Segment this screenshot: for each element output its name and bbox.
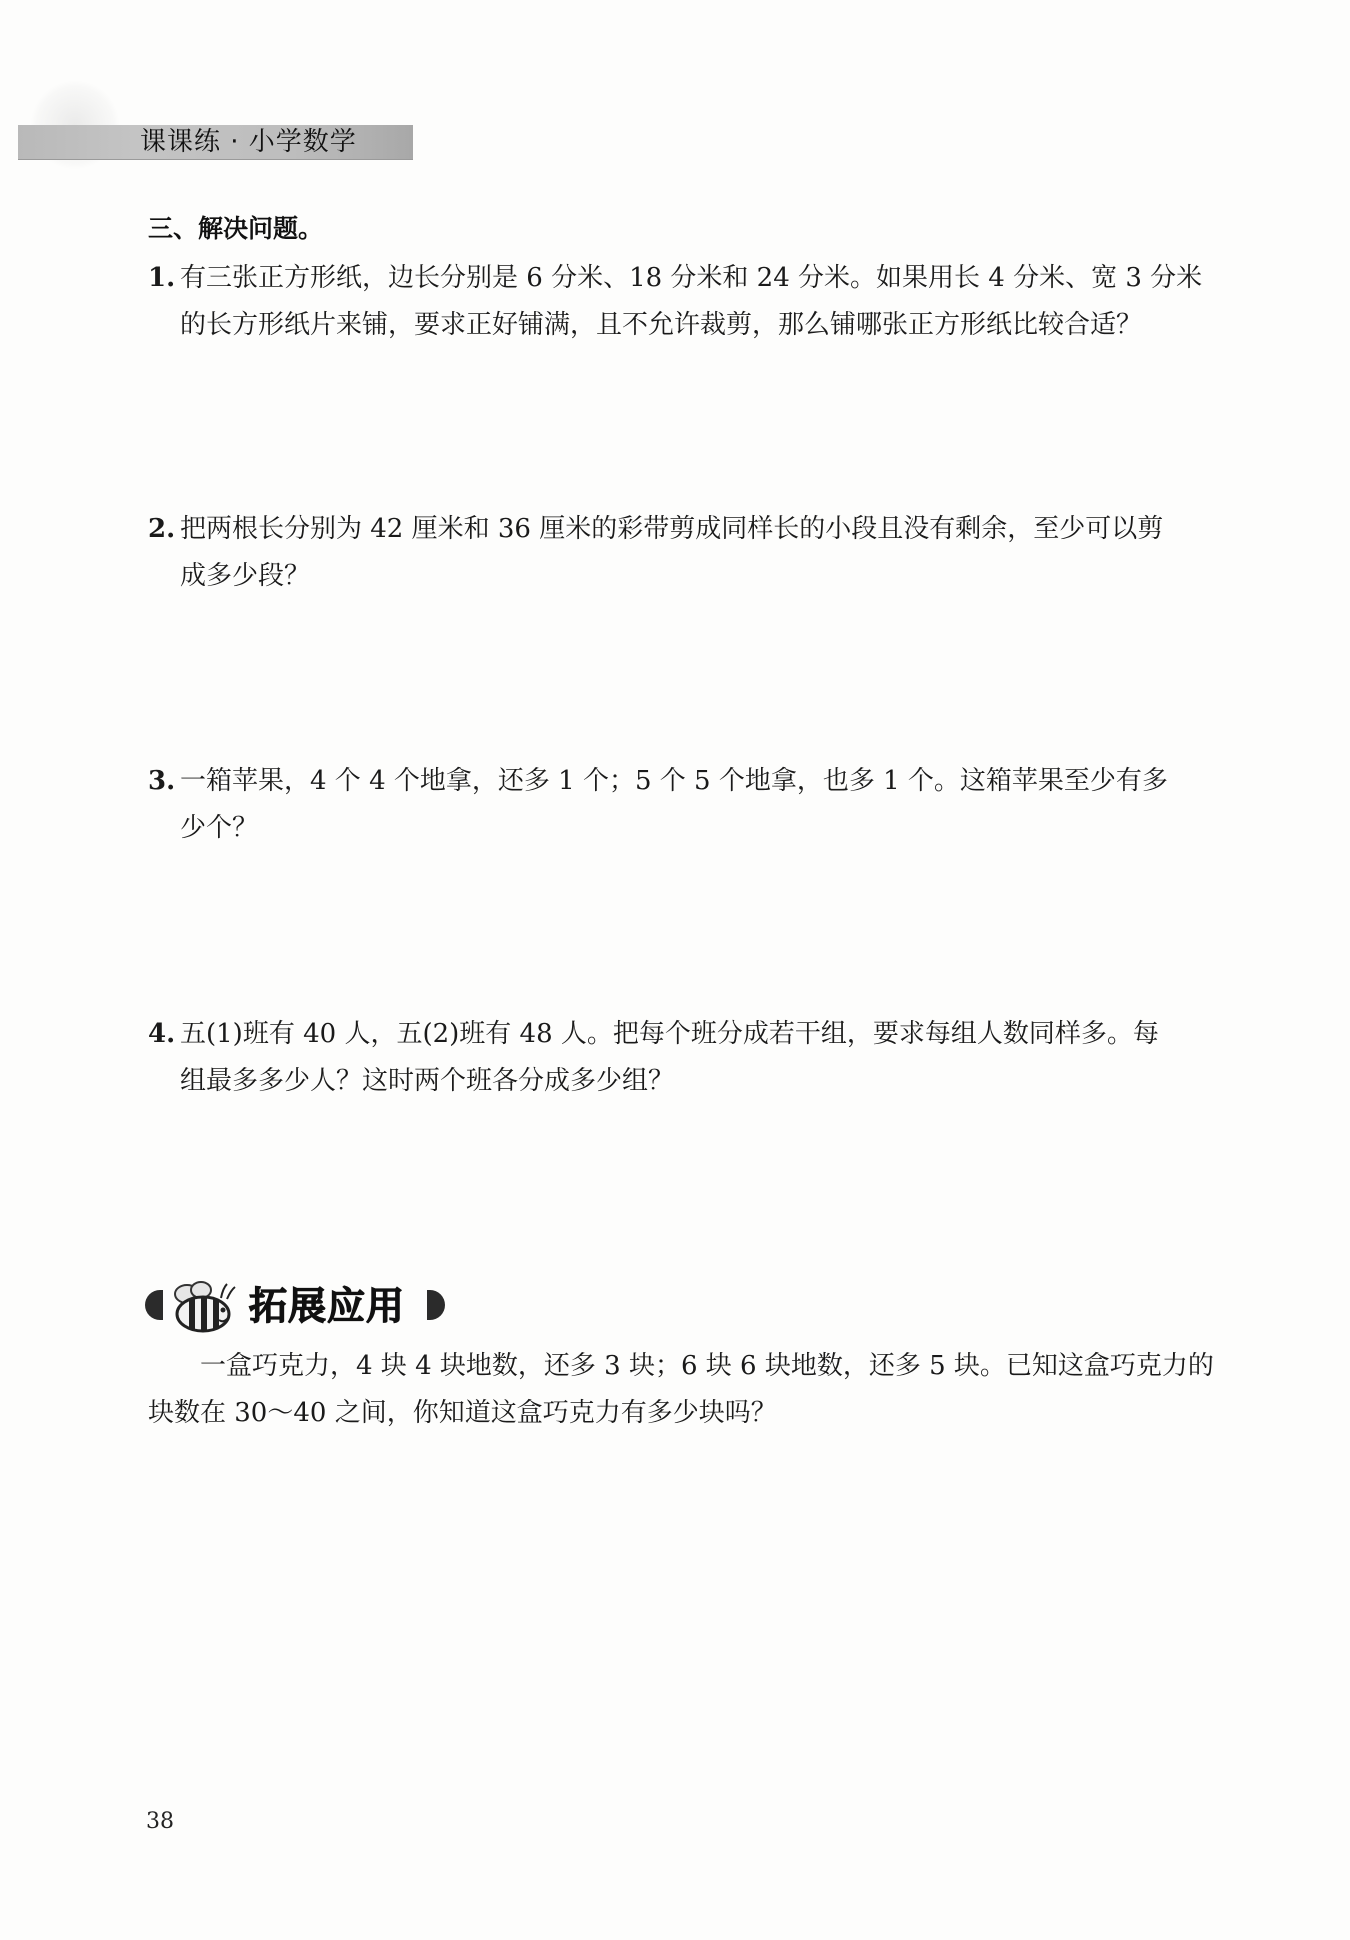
question-number: 3. [148, 766, 176, 796]
question-line [148, 506, 1208, 553]
question-number: 4. [148, 1019, 176, 1049]
question-text: 组最多多少人？这时两个班各分成多少组？ [180, 1066, 675, 1096]
header-title: 课课练 · 小学数学 [140, 127, 357, 157]
question-text: 的长方形纸片来铺，要求正好铺满，且不允许裁剪，那么铺哪张正方形纸比较合适？ [180, 310, 1143, 340]
question-number: 2. [148, 514, 176, 544]
question-number: 1. [148, 263, 176, 293]
page-number: 38 [146, 1809, 174, 1834]
banner-cap-right [427, 1290, 445, 1320]
question-line [148, 1011, 1208, 1058]
question-text: 有三张正方形纸，边长分别是 6 分米、18 分米和 24 分米。如果用长 4 分米、宽 3 分米 [180, 263, 1203, 293]
banner-cap-left [145, 1290, 163, 1320]
extension-banner [145, 1272, 450, 1334]
question-text: 一箱苹果，4 个 4 个地拿，还多 1 个；5 个 5 个地拿，也多 1 个。这箱苹果至少有多 [180, 766, 1168, 796]
question-3 [148, 758, 1208, 852]
extension-problem [148, 1343, 1214, 1437]
problem-text: 块数在 30～40 之间，你知道这盒巧克力有多少块吗？ [148, 1398, 777, 1428]
section-heading: 三、解决问题。 [148, 214, 324, 243]
question-line [148, 255, 1208, 302]
question-line [148, 758, 1208, 805]
question-text: 把两根长分别为 42 厘米和 36 厘米的彩带剪成同样长的小段且没有剩余，至少可以剪 [180, 514, 1164, 544]
question-text: 成多少段？ [180, 561, 311, 591]
question-2 [148, 506, 1208, 600]
question-4 [148, 1011, 1208, 1105]
extension-title: 拓展应用 [249, 1284, 406, 1328]
question-text: 少个？ [180, 813, 259, 843]
question-text: 五(1)班有 40 人，五(2)班有 48 人。把每个班分成若干组，要求每组人数同样多。每 [180, 1019, 1159, 1049]
problem-text: 一盒巧克力，4 块 4 块地数，还多 3 块；6 块 6 块地数，还多 5 块。已知这盒巧克力的 [200, 1351, 1214, 1381]
question-1 [148, 255, 1208, 349]
bee-icon [167, 1278, 239, 1334]
